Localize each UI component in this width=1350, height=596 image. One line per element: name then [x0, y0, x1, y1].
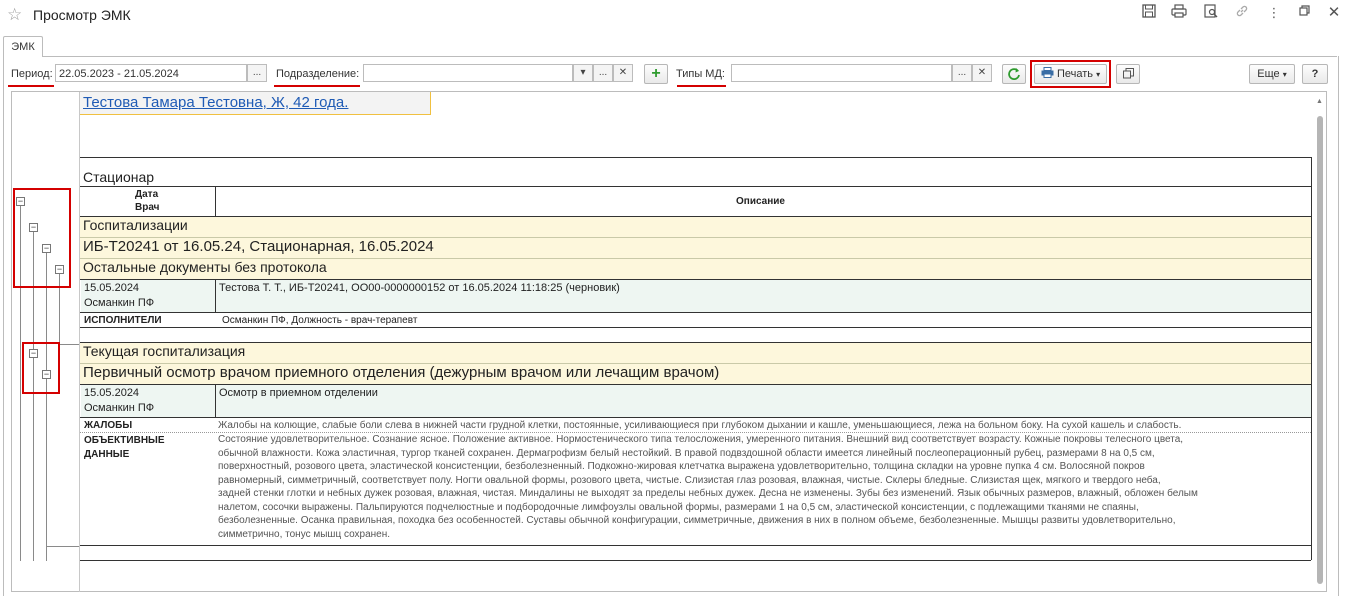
tree-line: [59, 344, 79, 345]
more-vertical-icon[interactable]: ⋮: [1267, 5, 1281, 20]
objective-line: задней стенки глотки и небных дужек розовая, влажная, чистая. Миндалины не выходят за пределы небных дужек. Десна не изменены. Зубы без изменений. Язык обычных размеров, влажный, обложен белым: [218, 488, 1198, 499]
executors-label: ИСПОЛНИТЕЛИ: [84, 315, 162, 326]
caret-down-icon: ▾: [1282, 70, 1287, 79]
objective-line: поверхностный, розового цвета, эластической консистенции, безболезненный. Подкожно-жировая клетчатка выражена удовлетворительно, толщина складки на уровне пупка 4 см. Волосяной покров: [218, 461, 1145, 472]
department-select-button[interactable]: ...: [593, 64, 613, 82]
group-primary-exam: [80, 364, 1311, 384]
group-subtitle: ИБ-Т20241 от 16.05.24, Стационарная, 16.05.2024: [83, 238, 434, 255]
caret-down-icon: ▾: [1096, 70, 1101, 79]
header-doctor: Врач: [135, 202, 160, 213]
col-divider: [215, 187, 216, 216]
table-border: [80, 560, 1311, 561]
tab-emk[interactable]: ЭМК: [3, 36, 43, 57]
md-types-select-button[interactable]: ...: [952, 64, 972, 82]
objective-line: симметрично, тонус мышц сохранен.: [218, 528, 391, 540]
row-divider: [80, 312, 1311, 313]
group-title: Текущая госпитализация: [83, 343, 246, 359]
period-underline: [8, 85, 54, 87]
collapse-toggle-icon[interactable]: −: [30, 348, 37, 358]
entry-description: Осмотр в приемном отделении: [219, 387, 378, 399]
tree-highlight-box: [13, 188, 71, 288]
collapse-toggle-icon[interactable]: −: [43, 243, 50, 253]
refresh-button[interactable]: [1002, 64, 1026, 84]
header-date: Дата: [135, 189, 159, 200]
row-divider: [80, 327, 1311, 328]
link-icon[interactable]: [1233, 4, 1251, 22]
objective-line: налетом, сосочки выражены. Пальпируются подчелюстные и подбородочные лимфоузлы овальной формы, размерами 1 на 0,5 см, эластической консистенции, с подлежащими тканями не спаяны,: [218, 501, 1139, 513]
group-current-hospitalization: [80, 343, 1311, 363]
preview-icon[interactable]: [1202, 4, 1220, 22]
add-button[interactable]: +: [644, 64, 668, 84]
table-border: [1311, 157, 1312, 560]
printer-icon: [1041, 67, 1054, 78]
md-types-underline: [677, 85, 726, 87]
tree-highlight-box: [22, 342, 60, 394]
vertical-scrollbar[interactable]: [1317, 116, 1323, 584]
table-border: [80, 545, 1311, 546]
objective-text: [218, 433, 1310, 541]
collapse-toggle-icon[interactable]: −: [43, 369, 50, 379]
refresh-icon: [1007, 67, 1021, 81]
department-label: Подразделение:: [276, 68, 360, 80]
print-icon[interactable]: [1170, 4, 1188, 22]
group-subtitle: Первичный осмотр врачом приемного отделения (дежурным врачом или лечащим врачом): [83, 364, 720, 381]
md-types-clear-button[interactable]: ✕: [972, 64, 992, 82]
scroll-up-icon[interactable]: ▲: [1316, 98, 1323, 105]
save-icon[interactable]: [1140, 4, 1158, 22]
group-other-docs: [80, 259, 1311, 279]
patient-link[interactable]: Тестова Тамара Тестовна, Ж, 42 года.: [83, 94, 349, 111]
collapse-toggle-icon[interactable]: −: [30, 222, 37, 232]
group-title: Госпитализации: [83, 217, 188, 233]
group-title: Остальные документы без протокола: [83, 259, 327, 275]
complaints-label: ЖАЛОБЫ: [84, 420, 133, 431]
objective-line: равномерный, симметричный, соответствует полу. Ногти овальной формы, розового цвета, чистые. Слизистая глаз розовая, влажная, чистые. Склеры бледные. Слизистая щек, мягкого и твердого неба,: [218, 474, 1161, 486]
table-border: [80, 157, 1311, 158]
entry-description: Тестова Т. Т., ИБ-Т20241, ОО00-0000000152 от 16.05.2024 11:18:25 (черновик): [219, 282, 620, 294]
group-hospitalizations: [80, 217, 1311, 237]
objective-line: безболезненные. Осанка правильная, походка без особенностей. Суставы обычной конфигурации, симметричные, движения в них в полном объеме, безболезненные. Мышцы развиты удовлетворительно,: [218, 515, 1176, 526]
group-case-record: [80, 238, 1311, 258]
entry-doctor: Османкин ПФ: [84, 297, 155, 309]
entry-date: 15.05.2024: [84, 282, 140, 294]
collapse-toggle-icon[interactable]: −: [56, 264, 63, 274]
col-divider: [215, 280, 216, 312]
tree-line: [46, 546, 79, 547]
help-button[interactable]: ?: [1302, 64, 1328, 84]
md-types-input[interactable]: [731, 64, 952, 82]
entry-date: 15.05.2024: [84, 387, 140, 399]
open-window-button[interactable]: [1116, 64, 1140, 84]
period-input[interactable]: 22.05.2023 - 21.05.2024: [55, 64, 247, 82]
department-clear-button[interactable]: ✕: [613, 64, 633, 82]
tree-line: [46, 253, 47, 561]
complaints-value: Жалобы на колющие, слабые боли слева в нижней части грудной клетки, постоянные, усиливающиеся при глубоком дыхании и кашле, уменьшающиеся, лежа на больном боку. На сухой кашель и слабость.: [218, 420, 1182, 431]
row-divider: [80, 417, 1311, 418]
print-button[interactable]: [1034, 64, 1107, 84]
objective-line: Состояние удовлетворительное. Сознание ясное. Положение активное. Нормостенического типа телосложения, умеренного питания. Внешний вид соответствует возрасту. Кожные покровы телесного цвета,: [218, 434, 1184, 445]
close-icon[interactable]: ✕: [1327, 4, 1341, 21]
print-label: Печать: [1056, 68, 1094, 80]
period-label: Период:: [11, 68, 53, 80]
objective-label: ОБЪЕКТИВНЫЕ: [84, 435, 165, 446]
more-label: Еще: [1257, 68, 1280, 80]
executors-value: Османкин ПФ, Должность - врач-терапевт: [222, 315, 418, 326]
objective-line: обычной влажности. Кожа эластичная, тургор тканей сохранен. Дермагрофизм белый нестойкий. В правой подвздошной области имеется линейный послеоперационный рубец, размерами 8 на 0,5 см,: [218, 447, 1155, 459]
col-divider: [215, 385, 216, 417]
period-select-button[interactable]: ...: [247, 64, 267, 82]
row-divider: [80, 186, 1311, 187]
more-button[interactable]: [1249, 64, 1295, 84]
section-title: Стационар: [83, 169, 155, 185]
department-input[interactable]: [363, 64, 573, 82]
window-title: Просмотр ЭМК: [33, 7, 131, 23]
md-types-label: Типы МД:: [676, 68, 725, 80]
department-dropdown-icon[interactable]: ▾: [573, 64, 593, 82]
objective-label-2: ДАННЫЕ: [84, 449, 130, 460]
header-description: Описание: [736, 196, 785, 207]
open-window-icon: [1123, 68, 1134, 79]
collapse-toggle-icon[interactable]: −: [17, 196, 24, 206]
restore-window-icon[interactable]: [1296, 4, 1314, 22]
entry-doctor: Османкин ПФ: [84, 402, 155, 414]
favorite-star-icon[interactable]: ☆: [7, 5, 23, 24]
department-underline: [274, 85, 360, 87]
